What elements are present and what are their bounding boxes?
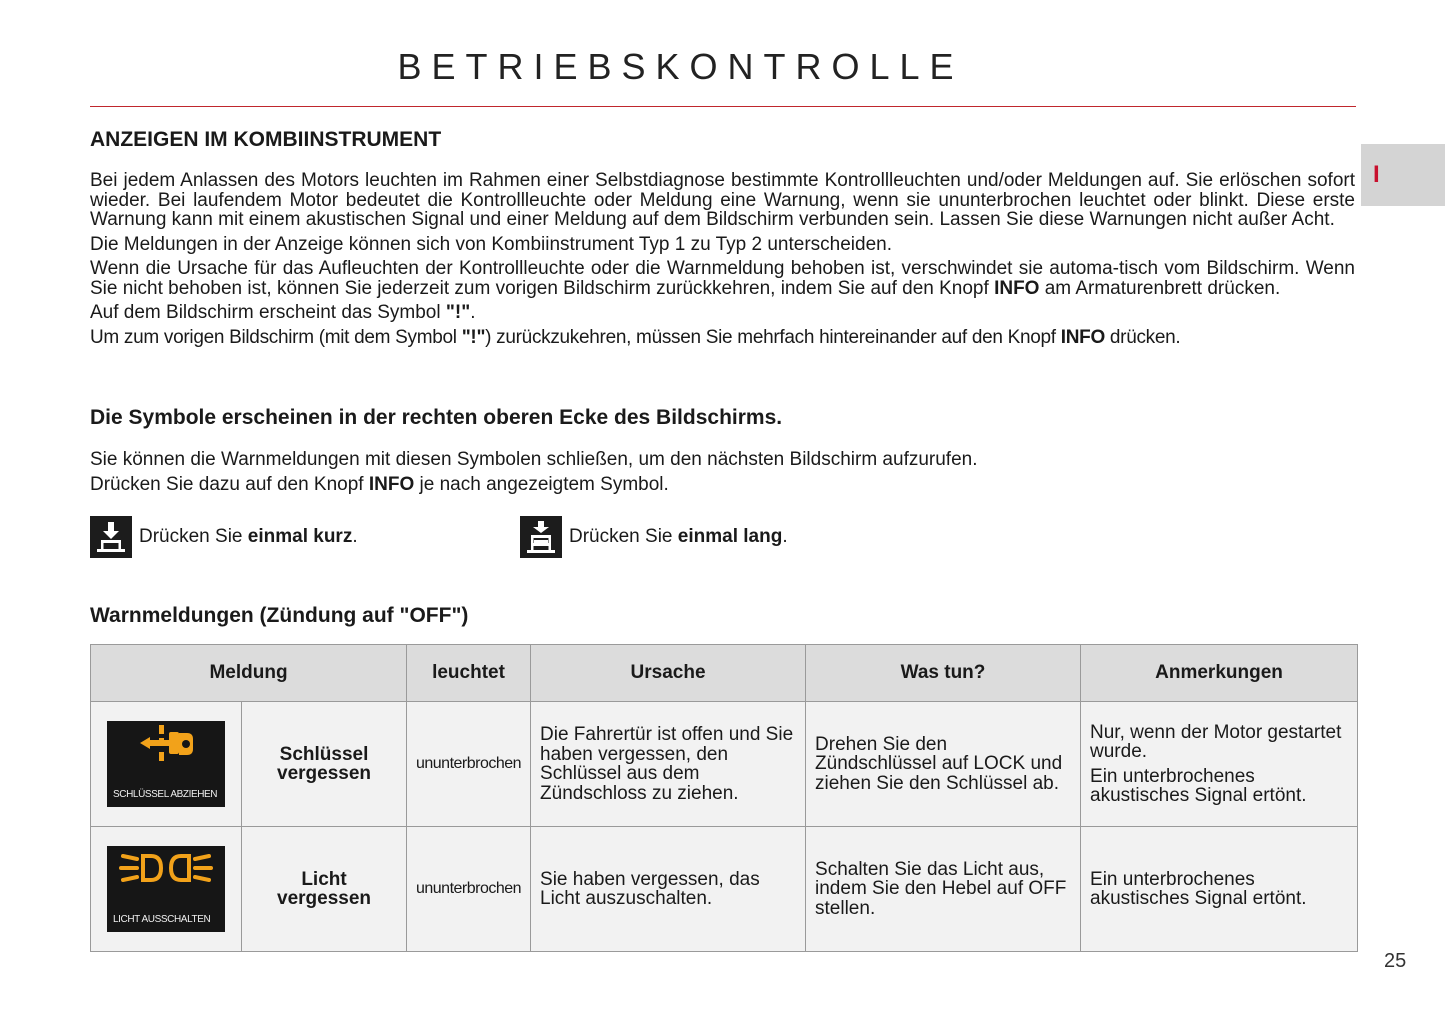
text-span: Schlüssel — [279, 743, 369, 765]
notes-text — [1081, 827, 1358, 952]
hint-paragraph-1: Sie können die Warnmeldungen mit diesen Symbolen schließen, um den nächsten Bildschirm aufzurufen. — [90, 449, 978, 470]
text-span: am Armaturenbrett drücken. — [1039, 277, 1281, 299]
intro-paragraph-5 — [90, 328, 1355, 348]
message-icon-cell — [91, 702, 242, 827]
text-span: . — [782, 526, 788, 547]
section-heading-warnmeldungen: Warnmeldungen (Zündung auf "OFF") — [90, 604, 469, 627]
info-button-label: INFO — [368, 473, 415, 495]
symbols-hint-text — [90, 450, 1355, 499]
text-span: vergessen — [277, 888, 372, 909]
table-row — [91, 702, 1358, 827]
info-button-label: INFO — [994, 277, 1040, 299]
intro-paragraph-4 — [90, 303, 1355, 323]
text-span: Wenn die Ursache für das Aufleuchten der Kontrollleuchte oder die Warnmeldung behoben ist, verschwindet sie automa-tisch vom Bildschirm. Wenn Sie nicht behoben ist, können Sie jederzeit zum vorigen Bildschirm zurückkehren, indem Sie auf den Knopf — [90, 258, 1355, 299]
message-name — [242, 702, 407, 827]
table-row — [91, 827, 1358, 952]
text-span: . — [352, 526, 358, 547]
text-span: je nach angezeigtem Symbol. — [414, 473, 669, 495]
symbol-text — [569, 526, 788, 548]
action-text: Schalten Sie das Licht aus, indem Sie den Hebel auf OFF stellen. — [806, 827, 1081, 952]
column-header-leuchtet: leuchtet — [407, 645, 531, 702]
text-span: Um zum vorigen Bildschirm (mit dem Symbol — [90, 326, 462, 348]
press-long-icon — [520, 516, 562, 558]
note-line: Ein unterbrochenes akustisches Signal ertönt. — [1090, 868, 1307, 909]
text-span: einmal kurz — [247, 526, 353, 547]
hint-paragraph-2 — [90, 475, 1355, 495]
intro-paragraph-1: Bei jedem Anlassen des Motors leuchten im Rahmen einer Selbstdiagnose bestimmte Kontrollleuchten und/oder Meldungen auf. Sie erlöschen sofort wieder. Bei laufendem Motor bedeutet die Kontrollleuchte oder Meldung eine Warnung, wenn sie ununterbrochen leuchtet oder blinkt. Diese erste Warnung kann mit einem akustischen Signal und einer Meldung auf dem Bildschirm verbunden sein. Lassen Sie diese Warnungen nicht außer Acht. — [90, 170, 1355, 230]
symbol-text — [139, 526, 358, 548]
text-span: drücken. — [1104, 326, 1181, 348]
text-span: Drücken Sie dazu auf den Knopf — [90, 473, 369, 495]
key-warning-caption: SCHLÜSSEL ABZIEHEN — [113, 789, 218, 800]
text-span: vergessen — [277, 763, 372, 784]
info-button-label: INFO — [1060, 326, 1105, 348]
column-header-meldung: Meldung — [91, 645, 407, 702]
title-divider — [90, 106, 1356, 107]
light-state: ununterbrochen — [407, 702, 531, 827]
notes-text — [1081, 702, 1358, 827]
page-number: 25 — [1384, 950, 1407, 972]
text-span: Drücken Sie — [569, 526, 678, 547]
column-header-anmerkungen: Anmerkungen — [1081, 645, 1358, 702]
note-line: Nur, wenn der Motor gestartet wurde. — [1090, 721, 1342, 762]
message-icon-cell — [91, 827, 242, 952]
warning-messages-table — [90, 644, 1358, 952]
text-span: Drücken Sie — [139, 526, 248, 547]
note-line: Ein unterbrochenes akustisches Signal ertönt. — [1090, 765, 1307, 806]
key-warning-icon — [107, 721, 225, 807]
symbol-press-long — [520, 516, 788, 558]
cause-text: Die Fahrertür ist offen und Sie haben vergessen, den Schlüssel aus dem Zündschloss zu ziehen. — [531, 702, 806, 827]
intro-paragraph-2: Die Meldungen in der Anzeige können sich von Kombiinstrument Typ 1 zu Typ 2 unterscheiden. — [90, 233, 893, 255]
light-warning-icon — [107, 846, 225, 932]
light-state: ununterbrochen — [407, 827, 531, 952]
table-header-row — [91, 645, 1358, 702]
message-name — [242, 827, 407, 952]
column-header-ursache: Ursache — [531, 645, 806, 702]
section-heading-symbole: Die Symbole erscheinen in der rechten oberen Ecke des Bildschirms. — [90, 406, 783, 429]
intro-text — [90, 171, 1355, 352]
intro-paragraph-3 — [90, 259, 1355, 298]
text-span: Auf dem Bildschirm erscheint das Symbol — [90, 302, 446, 323]
symbol-press-short — [90, 516, 358, 558]
exclamation-symbol-label: "!" — [445, 302, 471, 323]
cause-text: Sie haben vergessen, das Licht auszuschalten. — [531, 827, 806, 952]
chapter-tab[interactable] — [1361, 144, 1445, 206]
text-span: Licht — [301, 868, 347, 890]
column-header-was-tun: Was tun? — [806, 645, 1081, 702]
press-short-icon — [90, 516, 132, 558]
text-span: ) zurückzukehren, müssen Sie mehrfach hintereinander auf den Knopf — [485, 326, 1061, 348]
action-text: Drehen Sie den Zündschlüssel auf LOCK und ziehen Sie den Schlüssel ab. — [806, 702, 1081, 827]
exclamation-symbol-label: "!" — [461, 326, 486, 348]
text-span: . — [470, 302, 476, 323]
light-warning-caption: LICHT AUSSCHALTEN — [113, 914, 211, 925]
section-heading-kombiinstrument: ANZEIGEN IM KOMBIINSTRUMENT — [90, 128, 442, 151]
text-span: einmal lang — [677, 526, 783, 547]
chapter-tab-label: I — [1373, 161, 1380, 188]
page-title: BETRIEBSKONTROLLE — [397, 46, 964, 87]
